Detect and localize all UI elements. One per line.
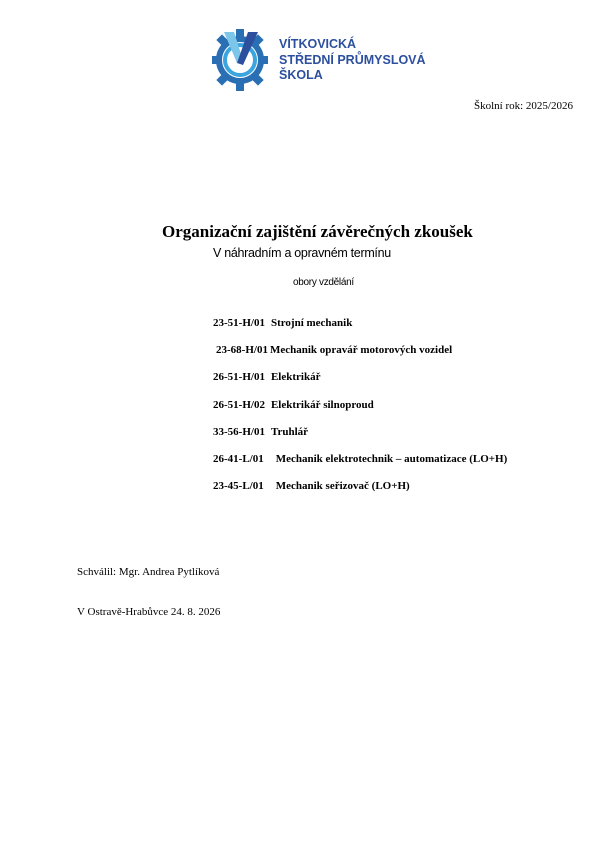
fields-label: obory vzdělání	[293, 277, 354, 288]
field-name: Elektrikář	[270, 371, 321, 384]
school-name-line-2: STŘEDNÍ PRŮMYSLOVÁ	[279, 52, 426, 67]
field-name: Elektrikář silnoproud	[270, 398, 374, 411]
field-code: 23-68-H/01	[216, 344, 268, 357]
list-item	[213, 479, 507, 506]
field-code: 26-51-H/01	[213, 371, 265, 384]
school-name-line-1: VÍTKOVICKÁ	[279, 37, 357, 51]
field-name: Mechanik elektrotechnik – automatizace (LO+H)	[275, 452, 508, 465]
school-year: Školní rok: 2025/2026	[473, 100, 573, 112]
place-date: V Ostravě-Hrabůvce 24. 8. 2026	[77, 606, 221, 618]
field-code: 23-45-L/01	[213, 480, 264, 493]
field-name: Mechanik opravář motorových vozidel	[269, 344, 453, 357]
document-title: Organizační zajištění závěrečných zkoušek	[162, 222, 473, 241]
list-item	[213, 398, 507, 425]
field-code: 26-51-H/02	[213, 398, 265, 411]
document-subtitle: V náhradním a opravném termínu	[213, 246, 391, 260]
school-name-line-3: ŠKOLA	[279, 68, 323, 82]
school-logo-icon	[210, 27, 270, 93]
list-item	[213, 452, 507, 479]
list-item	[213, 370, 507, 397]
field-name: Strojní mechanik	[270, 317, 353, 329]
field-name: Truhlář	[270, 425, 309, 438]
list-item	[213, 343, 507, 370]
field-code: 26-41-L/01	[213, 452, 264, 465]
approved-by: Schválil: Mgr. Andrea Pytlíková	[77, 566, 220, 578]
list-item	[213, 316, 507, 343]
fields-list	[213, 316, 507, 506]
field-code: 33-56-H/01	[213, 425, 265, 438]
field-name: Mechanik seřizovač (LO+H)	[275, 480, 410, 493]
list-item	[213, 425, 507, 452]
field-code: 23-51-H/01	[213, 317, 265, 329]
school-name	[279, 37, 426, 84]
